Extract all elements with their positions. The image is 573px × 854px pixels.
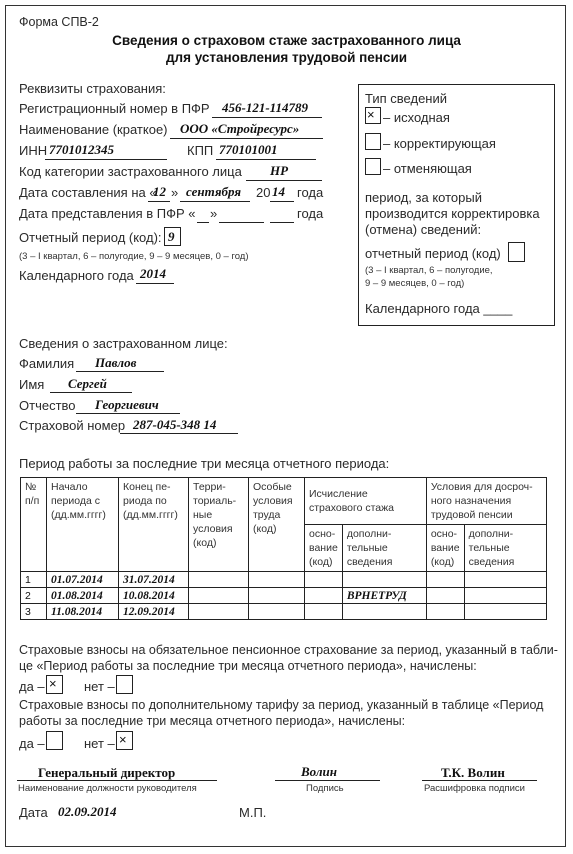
header-end: Конец пе- риода по (дд.мм.гггг) [119, 478, 189, 572]
row-start: 01.07.2014 [47, 572, 119, 588]
header-start: Начало периода с (дд.мм.гггг) [47, 478, 119, 572]
kpp-underline [216, 159, 316, 160]
date-submit-month-underline [219, 222, 264, 223]
category-value: НР [270, 163, 289, 178]
correction-note-1: период, за который [365, 190, 482, 205]
snils-value: 287-045-348 14 [133, 417, 217, 432]
date-made-year-word: года [297, 185, 324, 200]
row-extra: ВРНЕТРУД [342, 588, 426, 604]
date-submit-day-underline [197, 222, 209, 223]
signature-underline [275, 780, 380, 781]
cancel-checkbox[interactable] [365, 158, 381, 175]
date-value: 02.09.2014 [58, 804, 117, 819]
patronymic-label: Отчество [19, 398, 76, 413]
correction-period-box[interactable] [508, 242, 525, 262]
reg-number-underline [212, 117, 322, 118]
header-calc: Исчисление страхового стажа [305, 478, 427, 525]
date-label: Дата [19, 805, 48, 820]
header-basis-2: осно- вание (код) [426, 525, 464, 572]
corrective-label: – корректирующая [383, 136, 496, 151]
reg-number-label: Регистрационный номер в ПФР [19, 101, 210, 116]
reg-number-value: 456-121-114789 [222, 100, 308, 115]
position-caption: Наименование должности руководителя [18, 783, 197, 794]
signature-value: Волин [301, 764, 337, 779]
surname-value: Павлов [95, 355, 137, 370]
date-submit-year-word: года [297, 206, 324, 221]
form-title-line1: Сведения о страховом стаже застрахованного лица [112, 33, 461, 48]
extra-no-check-icon: × [119, 732, 127, 747]
info-type-heading: Тип сведений [365, 91, 448, 106]
mandatory-contrib-line2: це «Период работы за последние три месяца отчетного периода», начислены: [19, 659, 477, 673]
correction-note-3: (отмена) сведений: [365, 222, 482, 237]
category-label: Код категории застрахованного лица [19, 164, 242, 179]
date-made-year-suffix: 14 [272, 184, 285, 199]
row-start: 11.08.2014 [47, 604, 119, 620]
date-made-quote: » [171, 185, 179, 200]
mandatory-yes-label: да – [19, 679, 45, 694]
date-submit-label: Дата представления в ПФР « [19, 206, 196, 221]
form-title-line2: для установления трудовой пенсии [165, 50, 408, 65]
correction-year-label: Календарного года ____ [365, 301, 513, 316]
report-period-label: Отчетный период (код): [19, 230, 162, 245]
position-underline [17, 780, 217, 781]
header-early: Условия для досроч- ного назначения трудовой пенсии [426, 478, 546, 525]
original-check-mark-icon: × [367, 107, 375, 122]
date-made-year-underline [270, 201, 294, 202]
extra-yes-label: да – [19, 736, 45, 751]
calendar-year-underline [136, 283, 174, 284]
extra-no-label: нет – [84, 736, 115, 751]
mandatory-contrib-line1: Страховые взносы на обязательное пенсионное страхование за период, указанный в табли- [19, 643, 558, 657]
date-made-day-underline [148, 201, 170, 202]
first-name-value: Сергей [68, 376, 107, 391]
inn-underline [45, 159, 167, 160]
short-name-value: ООО «Стройресурс» [180, 121, 300, 136]
row-end: 10.08.2014 [119, 588, 189, 604]
header-territorial: Терри- ториаль- ные условия (код) [189, 478, 249, 572]
inn-value: 7701012345 [49, 142, 114, 157]
short-name-label: Наименование (краткое) [19, 122, 168, 137]
person-heading: Сведения о застрахованном лице: [19, 336, 228, 351]
stamp-label: М.П. [239, 805, 267, 820]
row-end: 12.09.2014 [119, 604, 189, 620]
period-table-heading: Период работы за последние три месяца отчетного периода: [19, 456, 390, 471]
calendar-year-label: Календарного года [19, 268, 134, 283]
first-name-underline [50, 392, 132, 393]
mandatory-yes-check-icon: × [49, 676, 57, 691]
patronymic-underline [76, 413, 180, 414]
extra-yes-checkbox[interactable] [46, 731, 63, 750]
kpp-value: 770101001 [219, 142, 278, 157]
header-extra-2: дополни- тельные сведения [464, 525, 546, 572]
table-row: 1 01.07.2014 31.07.2014 [21, 572, 547, 588]
original-label: – исходная [383, 110, 450, 125]
header-extra: дополни- тельные сведения [342, 525, 426, 572]
date-submit-year-underline [270, 222, 294, 223]
category-underline [246, 180, 322, 181]
correction-note-2: производится корректировка [365, 206, 540, 221]
correction-period-hint-2: 9 – 9 месяцев, 0 – год) [365, 278, 465, 289]
correction-period-hint-1: (3 – I квартал, 6 – полугодие, [365, 265, 493, 276]
mandatory-no-checkbox[interactable] [116, 675, 133, 694]
short-name-underline [170, 138, 323, 139]
first-name-label: Имя [19, 377, 45, 392]
correction-period-label: отчетный период (код) [365, 246, 501, 261]
date-made-day: 12 [153, 184, 166, 199]
report-period-value: 9 [168, 229, 175, 244]
header-basis: осно- вание (код) [305, 525, 343, 572]
surname-underline [76, 371, 164, 372]
signature-caption: Подпись [306, 783, 344, 794]
table-row: 2 01.08.2014 10.08.2014 ВРНЕТРУД [21, 588, 547, 604]
date-made-year-prefix: 20 [256, 185, 271, 200]
row-end: 31.07.2014 [119, 572, 189, 588]
report-period-hint: (3 – I квартал, 6 – полугодие, 9 – 9 месяцев, 0 – год) [19, 251, 249, 262]
mandatory-no-label: нет – [84, 679, 115, 694]
date-made-label: Дата составления на « [19, 185, 157, 200]
insurer-heading: Реквизиты страхования: [19, 81, 166, 96]
kpp-label: КПП [187, 143, 214, 158]
snils-underline [120, 433, 238, 434]
date-made-month: сентября [186, 184, 242, 199]
work-period-table [20, 477, 547, 620]
snils-label: Страховой номер [19, 418, 126, 433]
date-submit-quote: » [210, 206, 218, 221]
calendar-year-value: 2014 [140, 266, 166, 281]
form-code: Форма СПВ-2 [19, 15, 99, 29]
extra-contrib-line1: Страховые взносы по дополнительному тарифу за период, указанный в таблице «Период [19, 698, 544, 712]
row-extra [342, 572, 426, 588]
header-special: Особые условия труда (код) [249, 478, 305, 572]
row-start: 01.08.2014 [47, 588, 119, 604]
extra-contrib-line2: работы за последние три месяца отчетного периода», начислены: [19, 714, 406, 728]
row-extra [342, 604, 426, 620]
decode-underline [422, 780, 537, 781]
cancel-label: – отменяющая [383, 161, 472, 176]
patronymic-value: Георгиевич [95, 397, 159, 412]
date-made-month-underline [180, 201, 250, 202]
table-row: 3 11.08.2014 12.09.2014 [21, 604, 547, 620]
decode-value: Т.К. Волин [441, 765, 505, 780]
position-value: Генеральный директор [38, 765, 176, 780]
inn-label: ИНН [19, 143, 48, 158]
corrective-checkbox[interactable] [365, 133, 381, 150]
header-no: № п/п [21, 478, 47, 572]
surname-label: Фамилия [19, 356, 75, 371]
decode-caption: Расшифровка подписи [424, 783, 525, 794]
